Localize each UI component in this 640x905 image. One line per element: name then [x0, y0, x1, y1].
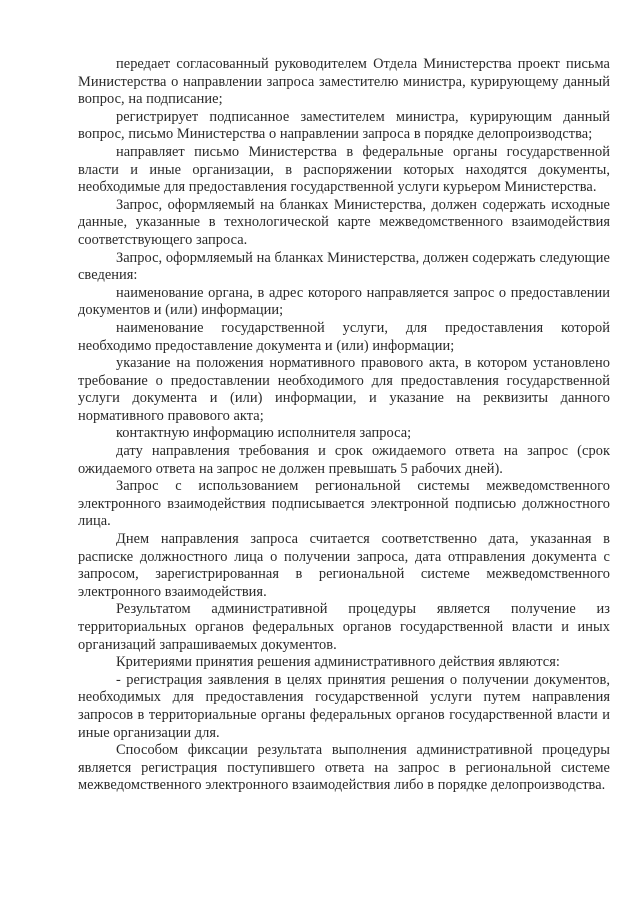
list-item-legal-act-reference: указание на положения нормативного правового акта, в котором установлено требование о предоставлении необходимого для предоставления государственной услуги документа и (или) информации, и указание на реквизиты данного нормативного правового акта;	[78, 355, 610, 424]
list-item-service-name: наименование государственной услуги, для предоставления которой необходимо предоставление документа и (или) информации;	[78, 319, 610, 354]
paragraph-send-letter: направляет письмо Министерства в федеральные органы государственной власти и иные организации, в распоряжении которых находятся документы, необходимые для предоставления государственной услуги курьером Министерства.	[78, 143, 610, 196]
paragraph-request-date-definition: Днем направления запроса считается соответственно дата, указанная в расписке должностного лица о получении запроса, дата отправления документа с запросом, зарегистрированная в региональной системе межведомственного электронного взаимодействия.	[78, 531, 610, 600]
paragraph-result-fixation: Способом фиксации результата выполнения административной процедуры является регистрация поступившего ответа на запрос в региональной системе межведомственного электронного взаимодействия либо в порядке делопроизводства.	[78, 742, 610, 794]
document-body	[78, 56, 610, 795]
paragraph-procedure-result: Результатом административной процедуры является получение из территориальных органов федеральных органов государственной власти и иных организаций запрашиваемых документов.	[78, 601, 610, 653]
list-item-application-registration: - регистрация заявления в целях принятия решения о получении документов, необходимых для предоставления государственной услуги путем направления запросов в территориальные органы федеральных органов государственной власти и иные организации для.	[78, 671, 610, 741]
list-item-request-date-deadline: дату направления требования и срок ожидаемого ответа на запрос (срок ожидаемого ответа на запрос не должен превышать 5 рабочих дней).	[78, 443, 610, 477]
list-item-authority-name: наименование органа, в адрес которого направляется запрос о предоставлении документов и (или) информации;	[78, 284, 610, 319]
paragraph-request-contents-intro: Запрос, оформляемый на бланках Министерства, должен содержать следующие сведения:	[78, 249, 610, 284]
paragraph-electronic-signature: Запрос с использованием региональной системы межведомственного электронного взаимодействия подписывается электронной подписью должностного лица.	[78, 478, 610, 530]
paragraph-request-initial-data: Запрос, оформляемый на бланках Министерства, должен содержать исходные данные, указанные в технологической карте межведомственного взаимодействия соответствующего запроса.	[78, 196, 610, 248]
list-item-contact-info: контактную информацию исполнителя запроса;	[116, 425, 412, 442]
paragraph-register-signed-letter: регистрирует подписанное заместителем министра, курирующим данный вопрос, письмо Министерства о направлении запроса в порядке делопроизводства;	[78, 108, 610, 143]
paragraph-decision-criteria: Критериями принятия решения административного действия являются:	[116, 654, 560, 671]
paragraph-forward-draft-letter: передает согласованный руководителем Отдела Министерства проект письма Министерства о направлении запроса заместителю министра, курирующему данный вопрос, на подписание;	[78, 56, 610, 108]
